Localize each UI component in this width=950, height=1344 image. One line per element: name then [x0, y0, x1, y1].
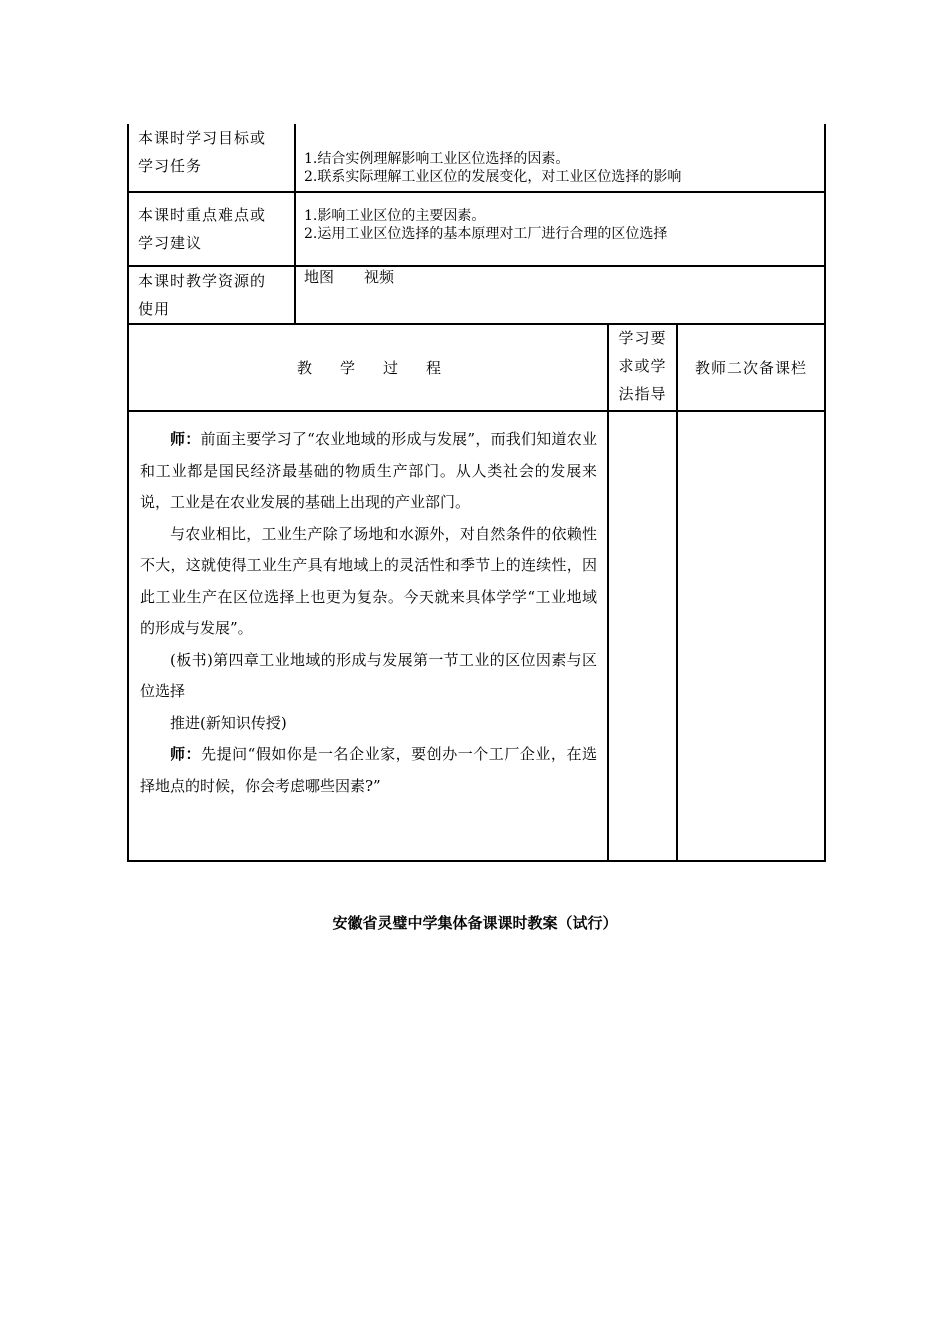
resources-label [128, 266, 295, 324]
paragraph-3: (板书)第四章工业地域的形成与发展第一节工业的区位因素与区位选择 [140, 650, 597, 700]
paragraph-4: 推进(新知识传授) [170, 713, 287, 732]
requirement-header-line2: 求或学 [618, 357, 667, 375]
paragraph-1 [140, 424, 597, 519]
resources-value [295, 266, 825, 324]
objectives-label [128, 124, 295, 192]
resources-label-line2: 使用 [138, 300, 171, 318]
objectives-label-line2: 学习任务 [138, 157, 203, 175]
objectives-item-1: 1.结合实例理解影响工业区位选择的因素。 [304, 151, 570, 167]
objectives-label-line1: 本课时学习目标或 [138, 129, 267, 147]
process-header-row [128, 324, 825, 411]
teacher-notes-cell [677, 411, 825, 861]
resources-row [128, 266, 825, 324]
objectives-row [128, 124, 825, 192]
resources-label-line1: 本课时教学资源的 [138, 272, 267, 290]
objectives-value [295, 124, 825, 192]
speaker-label: 师： [170, 745, 202, 763]
process-header: 教学过程 [128, 324, 608, 411]
requirement-header-line1: 学习要 [618, 329, 667, 347]
process-content [128, 411, 608, 861]
footer-title: 安徽省灵璧中学集体备课课时教案（试行） [332, 914, 618, 932]
keypoints-row [128, 192, 825, 266]
paragraph-5 [140, 739, 597, 802]
paragraph-5-text: 先提问“假如你是一名企业家，要创办一个工厂企业，在选择地点的时候，你会考虑哪些因素?” [140, 745, 597, 795]
keypoints-label-line2: 学习建议 [138, 234, 203, 252]
lesson-info-table [127, 124, 826, 325]
requirement-header [608, 324, 677, 411]
keypoints-item-1: 1.影响工业区位的主要因素。 [304, 208, 486, 224]
paragraph-2: 与农业相比，工业生产除了场地和水源外，对自然条件的依赖性不大，这就使得工业生产具有地域上的灵活性和季节上的连续性，因此工业生产在区位选择上也更为复杂。今天就来具体学学“工业地域的形成与发展”。 [140, 524, 597, 637]
process-content-row [128, 411, 825, 861]
teacher-notes-header: 教师二次备课栏 [677, 324, 825, 411]
keypoints-item-2: 2.运用工业区位选择的基本原理对工厂进行合理的区位选择 [304, 226, 668, 242]
keypoints-value [295, 192, 825, 266]
keypoints-label-line1: 本课时重点难点或 [138, 206, 267, 224]
keypoints-label [128, 192, 295, 266]
paragraph-1-text: 前面主要学习了“农业地域的形成与发展”，而我们知道农业和工业都是国民经济最基础的物质生产部门。从人类社会的发展来说，工业是在农业发展的基础上出现的产业部门。 [140, 430, 597, 511]
speaker-label: 师： [170, 430, 201, 448]
teaching-process-table [127, 324, 826, 862]
resources-text: 地图 视频 [304, 268, 395, 286]
requirement-cell [608, 411, 677, 861]
objectives-item-2: 2.联系实际理解工业区位的发展变化，对工业区位选择的影响 [304, 169, 682, 185]
requirement-header-line3: 法指导 [618, 385, 667, 403]
